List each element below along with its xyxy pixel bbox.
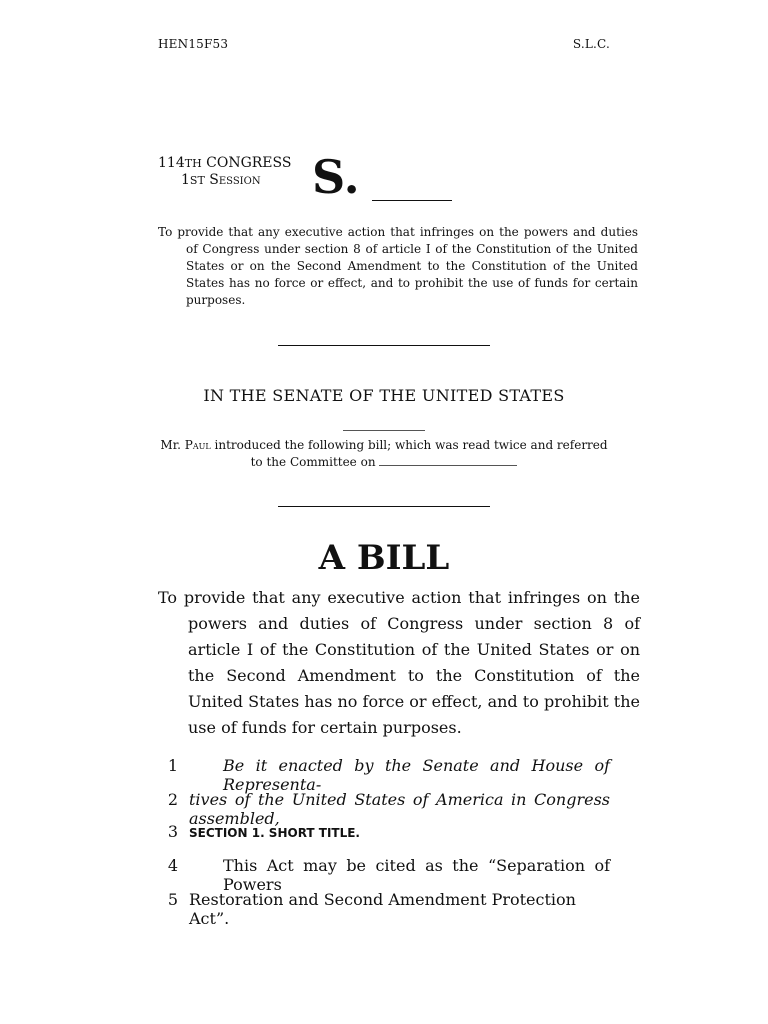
- long-purpose: To provide that any executive action that infringes on the powers and duties of Congress under section 8 of article I of the Constitution of the United States or on the Second Amendment to the Constitution of the United States has no force or effect, and to prohibit the use of funds for certain purposes.: [158, 588, 640, 737]
- chamber-heading: IN THE SENATE OF THE UNITED STATES: [203, 386, 565, 405]
- session-number: 1: [181, 172, 190, 188]
- congress-line: [158, 155, 291, 172]
- congress-suffix: TH: [184, 157, 202, 170]
- line-number: 1: [167, 756, 178, 775]
- short-purpose: To provide that any executive action that infringes on the powers and duties of Congress under section 8 of article I of the Constitution of the United States or on the Second Amendment to the Constitution of the United States has no force or effect, and to prohibit the use of funds for certain purposes.: [158, 225, 638, 307]
- document-id: HEN15F53: [158, 37, 229, 51]
- session-suffix: ST: [189, 174, 205, 187]
- enacting-clause-line-1: Be it enacted by the Senate and House of Representa-: [223, 756, 610, 794]
- short-title-line-2: Restoration and Second Amendment Protection Act”.: [189, 890, 576, 928]
- section-heading: SECTION 1. SHORT TITLE.: [189, 826, 360, 840]
- session-line: [158, 172, 291, 189]
- line-number: 2: [167, 790, 178, 809]
- introduction-body: introduced the following bill; which was read twice and referred to the Committee on: [214, 438, 608, 469]
- sponsor-name: Paul: [184, 438, 211, 452]
- thin-divider: [343, 430, 425, 431]
- divider-rule: [278, 506, 490, 507]
- line-number: 4: [167, 856, 178, 875]
- congress-label: CONGRESS: [206, 155, 292, 171]
- committee-blank: [379, 455, 517, 466]
- divider-rule: [278, 345, 490, 346]
- congress-number: 114: [158, 155, 185, 171]
- a-bill-heading: A BILL: [318, 538, 450, 578]
- session-label: Session: [209, 172, 261, 188]
- bill-number-blank: [372, 200, 452, 201]
- line-number: 3: [167, 822, 178, 841]
- line-number: 5: [167, 890, 178, 909]
- introduction-text: [158, 437, 610, 471]
- bill-letter: S.: [312, 150, 360, 204]
- enacting-clause-line-2: tives of the United States of America in Congress assembled,: [189, 790, 610, 828]
- sponsor-title: Mr.: [160, 438, 181, 452]
- slc-marker: S.L.C.: [572, 37, 610, 51]
- short-title-line-1: This Act may be cited as the “Separation of Powers: [223, 856, 610, 894]
- congress-session-block: [158, 155, 291, 189]
